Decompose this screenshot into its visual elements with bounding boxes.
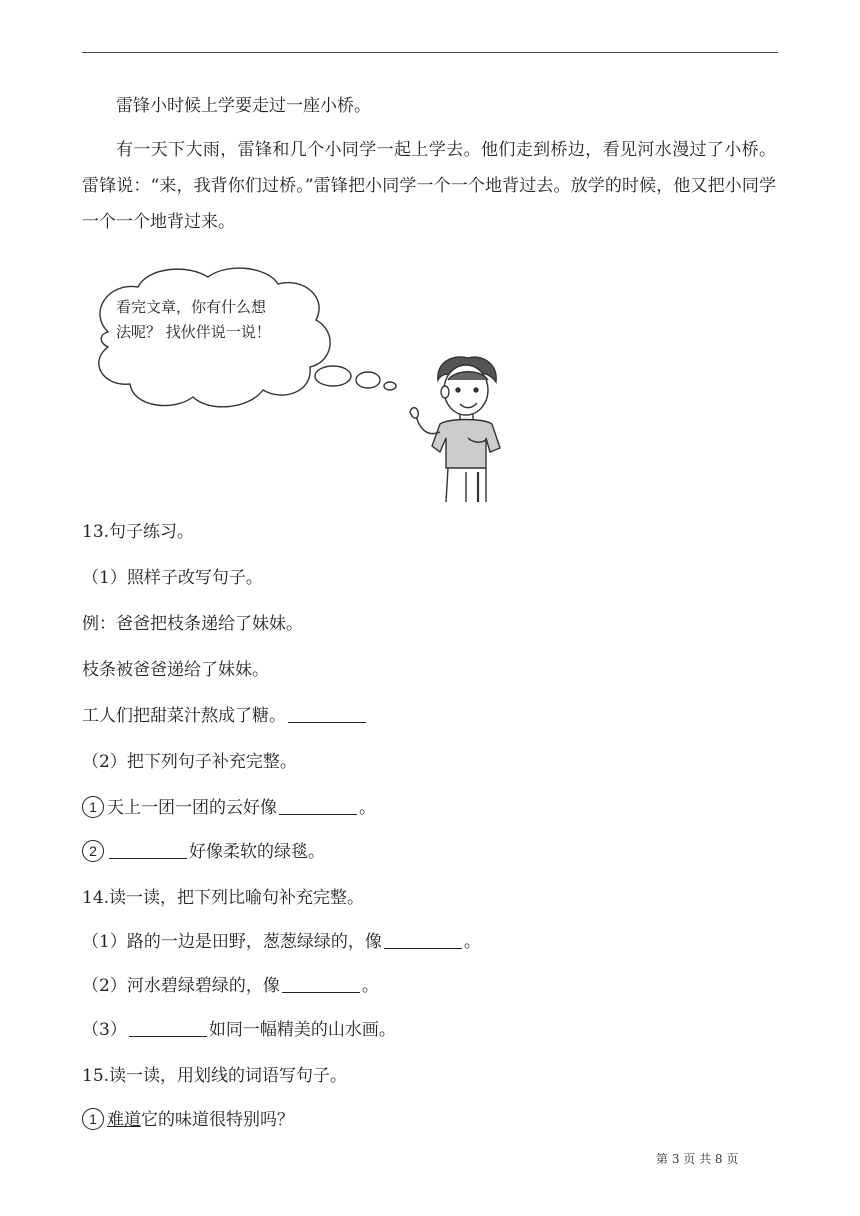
q13-example-answer: 枝条被爸爸递给了妹妹。	[82, 660, 269, 680]
q14-item3-blank[interactable]	[129, 1018, 207, 1037]
thought-dot-medium	[356, 372, 380, 388]
thought-dot-large	[315, 366, 351, 386]
q13-item1-row	[82, 796, 376, 820]
q13-item1-blank[interactable]	[279, 796, 357, 815]
q14-item2-row	[82, 974, 379, 998]
q14-item2-blank[interactable]	[282, 974, 360, 993]
q14-item2-end: 。	[361, 976, 379, 996]
q14-item3-prefix: （3）	[82, 1020, 127, 1040]
circled-number-2: 2	[82, 840, 104, 862]
q13-title: 13.句子练习。	[82, 522, 195, 542]
q13-item2-row	[82, 840, 325, 864]
q13-task-blank[interactable]	[288, 704, 366, 723]
q14-title: 14.读一读，把下列比喻句补充完整。	[82, 888, 365, 908]
thought-dot-small	[384, 382, 396, 390]
q15-item1-row	[82, 1108, 294, 1132]
boy-figure	[410, 357, 500, 502]
circled-number-1: 1	[82, 1108, 104, 1130]
passage-paragraph-2: 有一天下大雨，雷锋和几个小同学一起上学去。他们走到桥边，看见河水漫过了小桥。雷锋说：“来，我背你们过桥。”雷锋把小同学一个一个地背过去。放学的时候，他又把小同学一个一个地背过来。	[82, 140, 776, 232]
q13-task-text: 工人们把甜菜汁熬成了糖。	[82, 706, 286, 726]
q14-item3-text: 如同一幅精美的山水画。	[208, 1020, 396, 1040]
q14-item1-blank[interactable]	[384, 930, 462, 949]
circled-number-1: 1	[82, 796, 104, 818]
q14-item1-text: （1）路的一边是田野，葱葱绿绿的，像	[82, 932, 382, 952]
q13-example: 例：爸爸把枝条递给了妹妹。	[82, 614, 303, 634]
q15-title: 15.读一读，用划线的词语写句子。	[82, 1066, 348, 1086]
q13-item2-blank[interactable]	[109, 840, 187, 859]
q15-underlined-word: 难道	[107, 1110, 141, 1130]
q13-part1: （1）照样子改写句子。	[82, 568, 263, 588]
q15-item1-text: 它的味道很特别吗？	[141, 1110, 294, 1130]
q14-item1-end: 。	[463, 932, 481, 952]
q14-item1-row	[82, 930, 481, 954]
thought-bubble-text: 看完文章，你有什么想法呢？ 找伙伴说一说！	[116, 298, 271, 341]
q13-item1-end: 。	[359, 798, 376, 818]
q13-task-row	[82, 704, 368, 728]
page-footer: 第 3 页 共 8 页	[656, 1152, 739, 1166]
passage-line-1: 雷锋小时候上学要走过一座小桥。	[116, 96, 371, 116]
q13-item2-text: 好像柔软的绿毯。	[189, 842, 325, 862]
q14-item3-row	[82, 1018, 396, 1042]
header-rule	[82, 52, 778, 53]
q14-item2-text: （2）河水碧绿碧绿的，像	[82, 976, 280, 996]
q13-part2: （2）把下列句子补充完整。	[82, 752, 297, 772]
q13-item1-text: 天上一团一团的云好像	[107, 798, 277, 818]
